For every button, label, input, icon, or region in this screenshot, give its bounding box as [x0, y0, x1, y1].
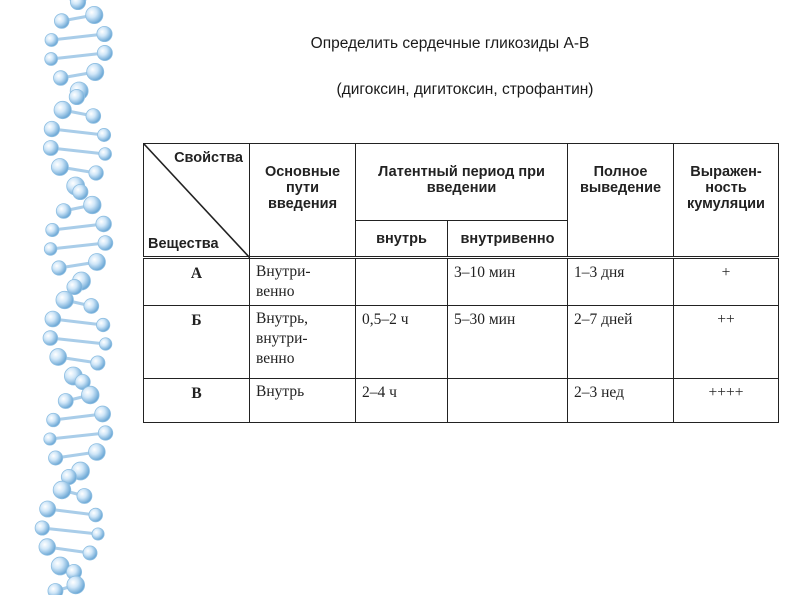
dna-node	[69, 89, 84, 104]
dna-node	[56, 204, 71, 219]
dna-node	[54, 71, 69, 86]
dna-node	[53, 481, 71, 499]
cumulation-cell: +	[674, 258, 779, 306]
dna-node	[47, 413, 61, 427]
latent-oral-cell	[356, 258, 448, 306]
dna-node	[49, 451, 63, 465]
dna-node	[39, 539, 56, 556]
dna-node	[99, 148, 112, 161]
dna-bond	[50, 433, 106, 439]
dna-node	[70, 0, 85, 10]
routes-cell: Внутри- венно	[250, 258, 356, 306]
dna-node	[99, 338, 111, 350]
elimination-cell: 2–7 дней	[568, 306, 674, 379]
dna-node	[98, 236, 113, 251]
dna-node	[77, 488, 92, 503]
dna-node	[54, 101, 71, 118]
dna-node	[89, 166, 103, 180]
table-row	[144, 306, 779, 379]
dna-node	[44, 243, 57, 256]
latent-iv-cell: 3–10 мин	[448, 258, 568, 306]
slide-subtitle: (дигоксин, дигитоксин, строфантин)	[336, 81, 594, 98]
substance-cell: А	[144, 258, 250, 306]
dna-node	[89, 254, 106, 271]
col-routes-header	[250, 144, 356, 258]
col-latent-iv-label: внутривенно	[460, 230, 555, 247]
dna-node	[96, 216, 112, 232]
dna-node	[98, 426, 112, 440]
dna-node	[95, 406, 111, 422]
dna-node	[67, 576, 85, 594]
elimination-cell: 1–3 дня	[568, 258, 674, 306]
dna-helix-decoration	[0, 0, 150, 595]
dna-node	[46, 223, 59, 236]
col-elimination-label: Полное выведение	[579, 164, 662, 196]
col-latent-iv-header	[448, 221, 568, 258]
col-cumulation-label: Выражен-ность кумуляции	[687, 164, 765, 212]
dna-node	[35, 521, 49, 535]
cumulation-cell: ++	[674, 306, 779, 379]
dna-node	[73, 184, 88, 199]
dna-node	[89, 444, 106, 461]
dna-node	[91, 356, 105, 370]
cumulation-cell: ++++	[674, 379, 779, 423]
elimination-cell: 2–3 нед	[568, 379, 674, 423]
dna-node	[89, 508, 103, 522]
dna-node	[43, 331, 58, 346]
table-row	[144, 379, 779, 423]
col-latent-oral-header	[356, 221, 448, 258]
dna-node	[58, 394, 73, 409]
dna-bond	[51, 148, 105, 154]
dna-node	[43, 141, 58, 156]
col-latent-oral-label: внутрь	[376, 230, 427, 247]
glycosides-table	[143, 143, 779, 423]
dna-node	[45, 33, 58, 46]
col-elimination-header	[568, 144, 674, 258]
corner-substances-label: Вещества	[148, 236, 219, 252]
dna-node	[97, 26, 112, 41]
dna-node	[84, 299, 99, 314]
dna-node	[97, 45, 112, 60]
dna-node	[98, 128, 111, 141]
routes-cell: Внутрь	[250, 379, 356, 423]
table-row	[144, 258, 779, 306]
routes-cell: Внутрь, внутри- венно	[250, 306, 356, 379]
col-latent-header	[356, 144, 568, 221]
dna-node	[86, 6, 103, 23]
latent-iv-cell: 5–30 мин	[448, 306, 568, 379]
dna-node	[81, 386, 99, 404]
latent-oral-cell: 2–4 ч	[356, 379, 448, 423]
col-latent-label: Латентный период при введении	[378, 164, 545, 196]
dna-bond	[51, 243, 106, 249]
slide-title: Определить сердечные гликозиды А-В	[310, 35, 590, 52]
latent-oral-cell: 0,5–2 ч	[356, 306, 448, 379]
dna-node	[44, 121, 59, 136]
dna-node	[52, 261, 66, 275]
dna-node	[86, 109, 101, 124]
substance-cell: В	[144, 379, 250, 423]
dna-node	[45, 53, 58, 66]
corner-header-cell	[144, 144, 250, 258]
dna-bond	[42, 528, 98, 534]
dna-node	[54, 14, 69, 29]
substance-cell: Б	[144, 306, 250, 379]
dna-node	[51, 158, 68, 175]
dna-node	[92, 528, 104, 540]
dna-node	[44, 433, 56, 445]
dna-node	[56, 291, 74, 309]
dna-node	[83, 546, 97, 560]
corner-properties-label: Свойства	[174, 150, 243, 166]
col-cumulation-header	[674, 144, 779, 258]
dna-node	[40, 501, 56, 517]
dna-bond	[51, 53, 105, 59]
dna-node	[45, 311, 61, 327]
dna-node	[50, 349, 67, 366]
latent-iv-cell	[448, 379, 568, 423]
dna-bond	[50, 338, 105, 344]
dna-node	[84, 196, 101, 213]
dna-node	[48, 583, 63, 595]
col-routes-label: Основные пути введения	[264, 164, 341, 212]
dna-node	[96, 318, 109, 331]
dna-node	[87, 63, 104, 80]
